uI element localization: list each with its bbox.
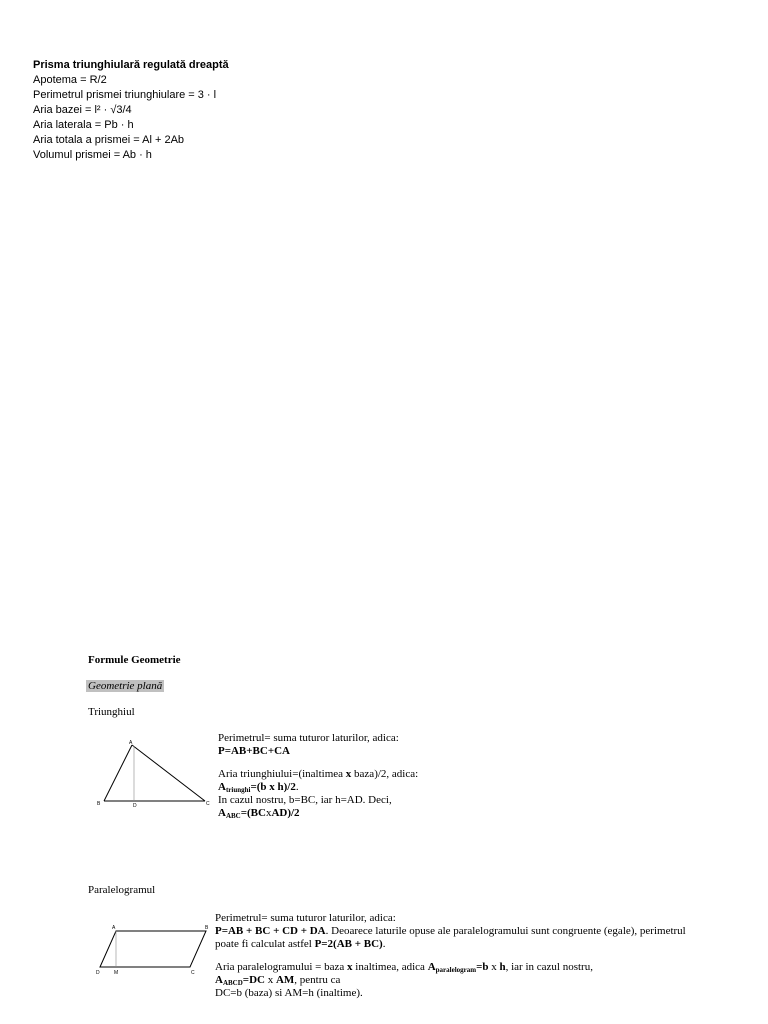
triangle-label-a: A (129, 740, 133, 746)
triangle-side-ab (104, 745, 132, 801)
triangle-text (218, 732, 418, 820)
parallelogram-abcd-formula: $A_{ABCD}=DC$ x AM, pentru ca (215, 974, 341, 987)
prism-total-area: Aria totala a prismei = Al + 2Ab (33, 134, 185, 146)
triangle-case-text: In cazul nostru, b=BC, iar h=AD. Deci, (218, 794, 392, 806)
parallelogram-last-line: DC=b (baza) si AM=h (inaltime). (215, 987, 363, 999)
parallelogram-area-intro: Aria paralelogramului = baza x inaltimea, adica $A_{paralelogram}=b$ x h, iar in cazul nostru, (215, 961, 593, 974)
parallelogram-label-c: C (191, 970, 195, 976)
parallelogram-label-a: A (112, 925, 116, 931)
parallelogram-label-m: M (114, 970, 119, 976)
parallelogram-perimeter-line1: P=AB + BC + CD + DA. Deoarece laturile opuse ale paralelogramului sunt congruente (egale), perimetrul (215, 925, 686, 937)
parallelogram-label-b: B (205, 925, 209, 931)
triangle-area-intro: Aria triunghiului=(inaltimea x baza)/2, adica: (218, 768, 419, 780)
geometry-subheading (86, 680, 164, 693)
triangle-label-b: B (97, 801, 101, 807)
parallelogram-title: Paralelogramul (88, 884, 156, 896)
parallelogram-perimeter-intro: Perimetrul= suma tuturor laturilor, adica: (215, 912, 396, 924)
prism-perimeter: Perimetrul prismei triunghiulare = 3 · l (33, 89, 217, 101)
parallelogram-label-d: D (96, 970, 100, 976)
geometry-subheading-text: Geometrie plană (88, 680, 163, 692)
triangle-figure (94, 738, 214, 810)
triangle-label-d: D (133, 803, 137, 809)
triangle-side-ac (132, 745, 205, 801)
prism-volume: Volumul prismei = Ab · h (33, 149, 152, 161)
prism-title: Prisma triunghiulară regulată dreaptă (33, 59, 229, 71)
triangle-perimeter-intro: Perimetrul= suma tuturor laturilor, adica: (218, 732, 399, 744)
triangle-title: Triunghiul (88, 706, 135, 718)
prism-base-area: Aria bazei = l² · √3/4 (33, 104, 132, 116)
triangle-area-formula: $A_{triunghi}=(b$ x h)/2. (218, 781, 299, 794)
parallelogram-perimeter-line2: poate fi calculat astfel P=2(AB + BC). (215, 938, 386, 950)
parallelogram-text (215, 912, 686, 1000)
prism-lateral-area: Aria laterala = Pb · h (33, 119, 134, 131)
prism-section (33, 58, 229, 163)
triangle-label-c: C (206, 801, 210, 807)
geometry-heading: Formule Geometrie (88, 654, 181, 666)
parallelogram-figure (94, 922, 214, 978)
prism-apothem: Apotema = R/2 (33, 74, 107, 86)
triangle-perimeter-formula: P=AB+BC+CA (218, 745, 290, 757)
triangle-abc-formula: $A_{ABC}=(BCxAD)/2$ (218, 807, 300, 820)
